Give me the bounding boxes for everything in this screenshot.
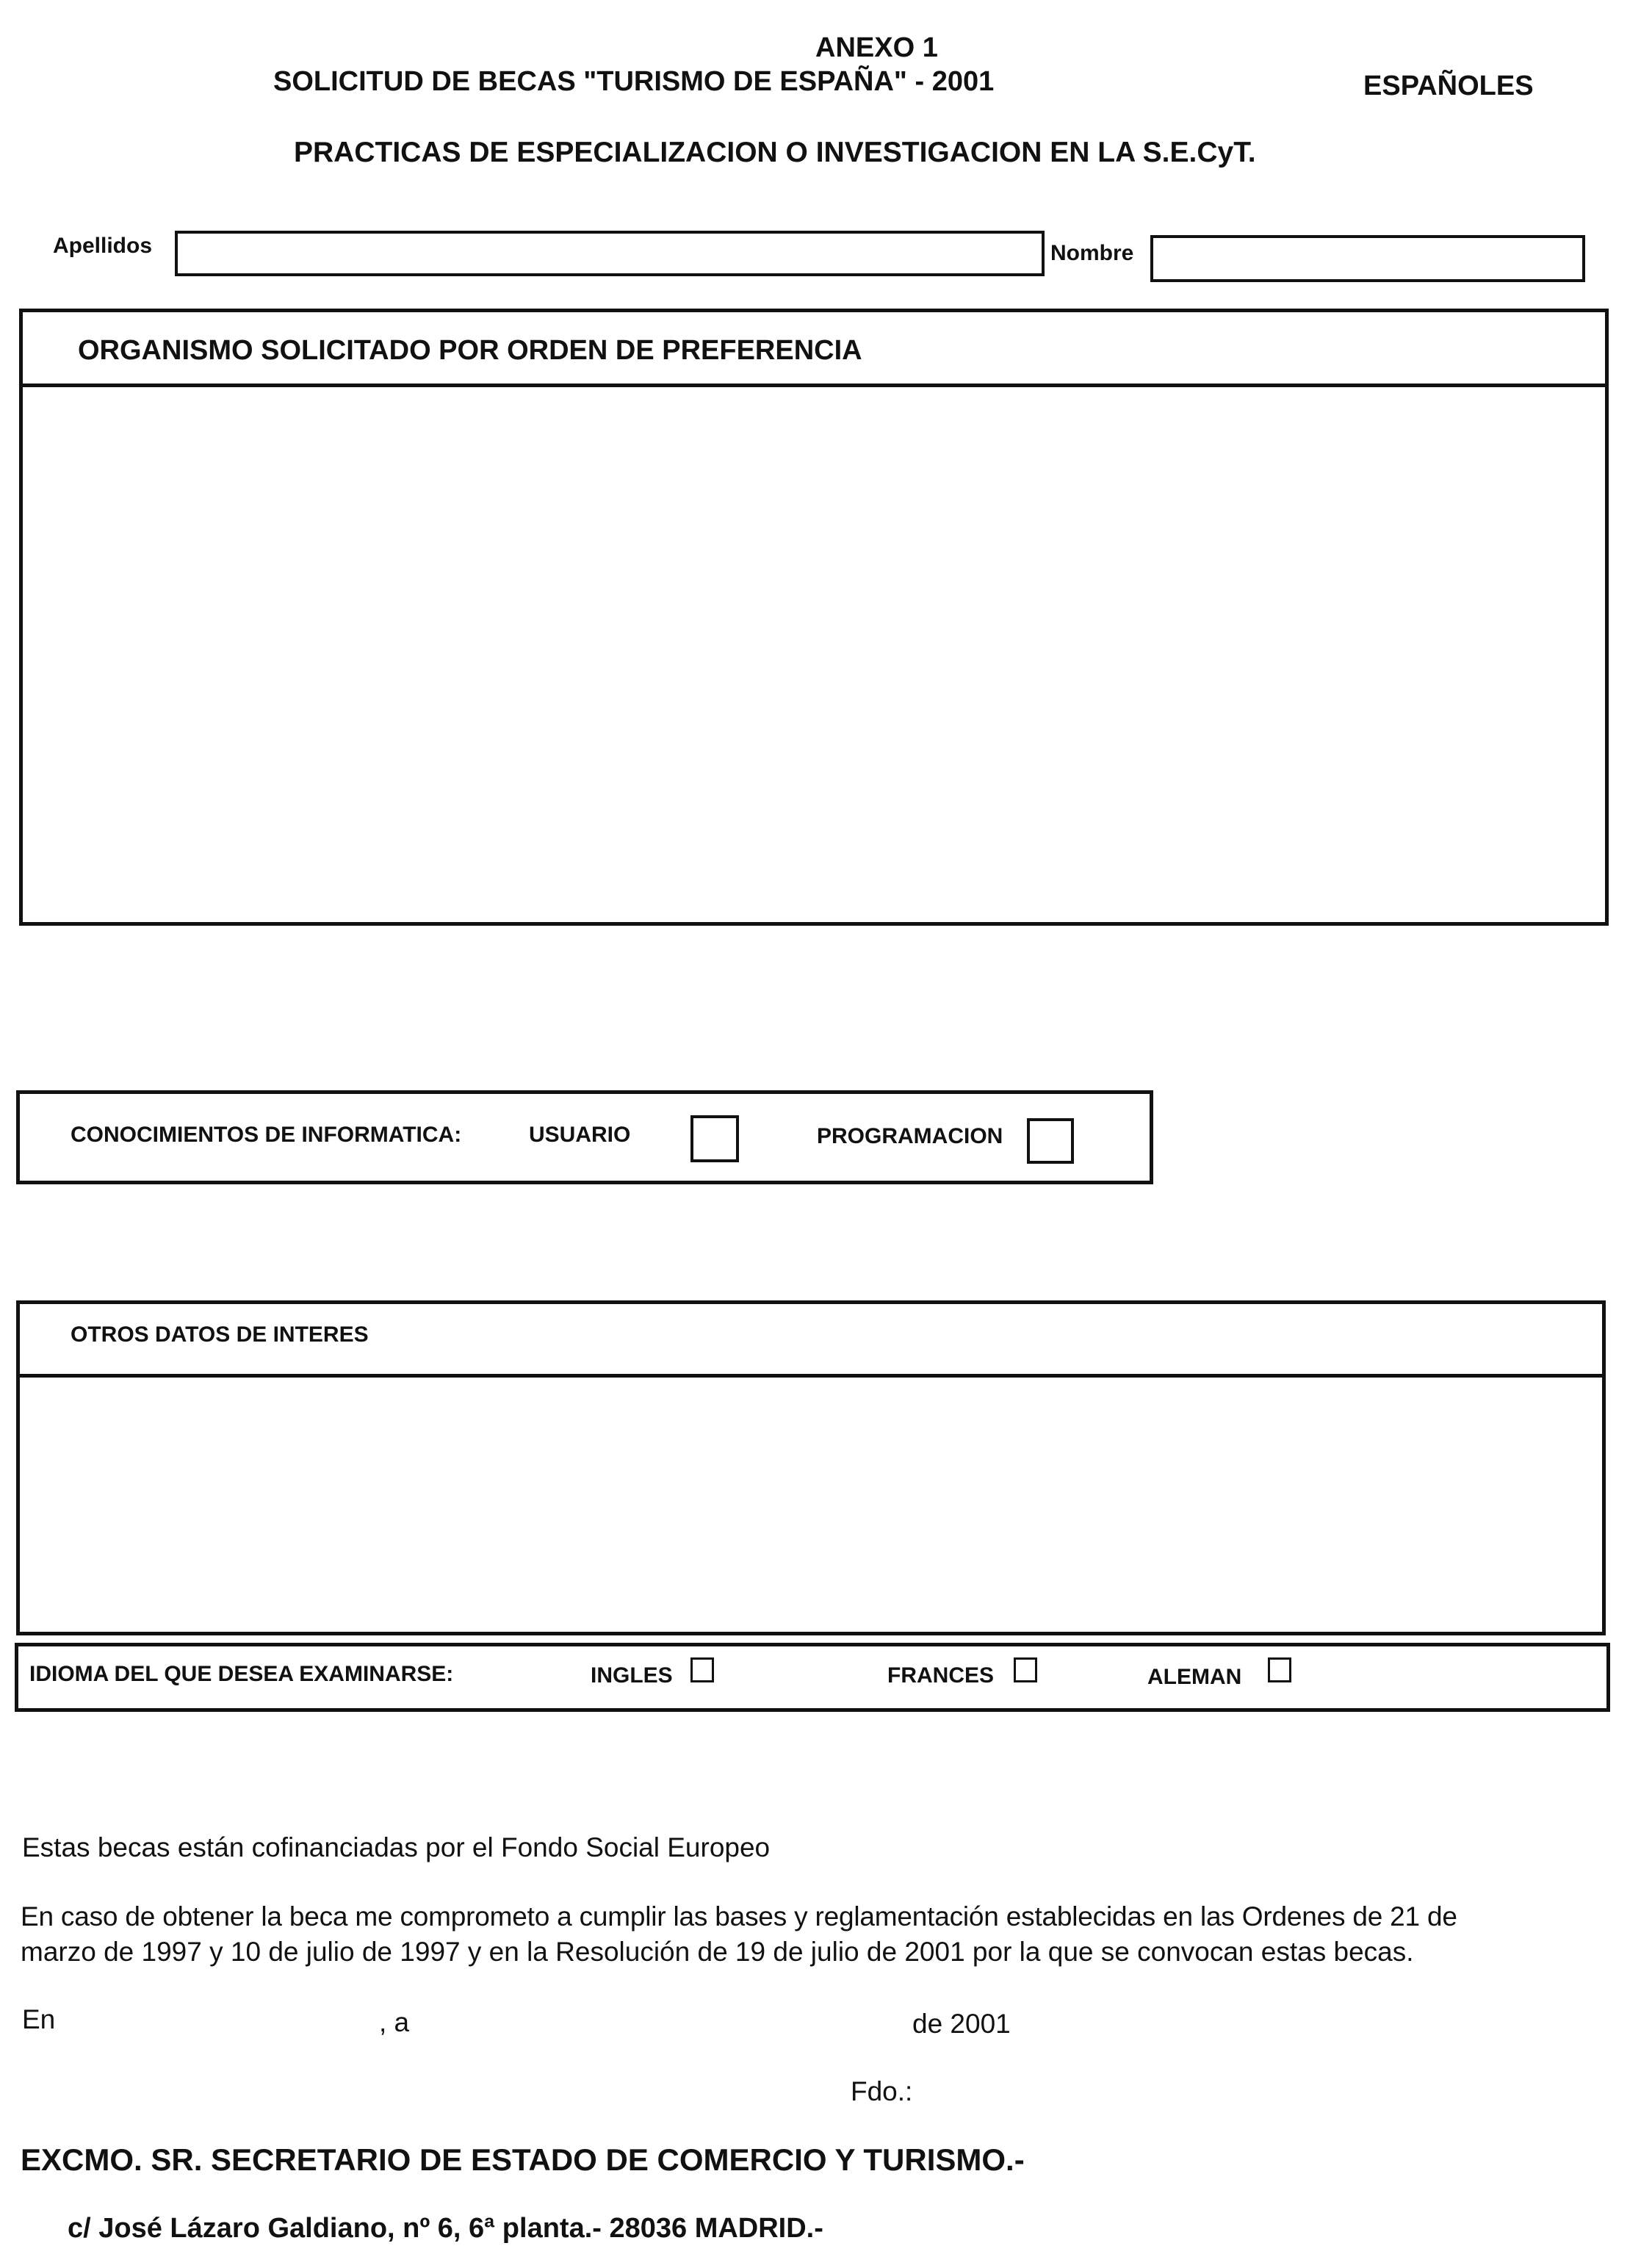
surname-input[interactable] xyxy=(175,231,1045,276)
date-separator: , a xyxy=(379,2007,410,2037)
date-input[interactable] xyxy=(441,2001,896,2035)
language-english-label: INGLES xyxy=(591,1663,673,1688)
language-label: IDIOMA DEL QUE DESEA EXAMINARSE: xyxy=(29,1662,454,1686)
language-french-checkbox[interactable] xyxy=(1014,1657,1037,1682)
language-german-checkbox[interactable] xyxy=(1268,1657,1291,1682)
language-german-label: ALEMAN xyxy=(1147,1665,1242,1689)
other-divider xyxy=(16,1374,1606,1378)
surname-label: Apellidos xyxy=(53,234,153,258)
organism-divider xyxy=(19,384,1609,387)
annex-label: ANEXO 1 xyxy=(815,32,938,63)
place-input[interactable] xyxy=(73,2001,367,2035)
signature-label: Fdo.: xyxy=(851,2076,913,2106)
name-input[interactable] xyxy=(1150,235,1585,282)
language-english-checkbox[interactable] xyxy=(690,1657,714,1682)
commitment-line-2: marzo de 1997 y 10 de julio de 1997 y en la Resolución de 19 de julio de 2001 por la que se convocan estas becas. xyxy=(21,1937,1414,1967)
recipient: EXCMO. SR. SECRETARIO DE ESTADO DE COMERCIO Y TURISMO.- xyxy=(21,2142,1025,2177)
name-label: Nombre xyxy=(1050,241,1134,265)
computing-user-label: USUARIO xyxy=(529,1123,631,1147)
computing-user-checkbox[interactable] xyxy=(690,1115,739,1162)
year-label: de 2001 xyxy=(912,2009,1011,2039)
computing-programming-label: PROGRAMACION xyxy=(817,1124,1003,1148)
organism-input[interactable] xyxy=(26,391,1601,917)
address: c/ José Lázaro Galdiano, nº 6, 6ª planta.- 28036 MADRID.- xyxy=(68,2213,823,2244)
place-label: En xyxy=(22,2004,56,2034)
applicant-category: ESPAÑOLES xyxy=(1363,71,1534,101)
commitment-line-1: En caso de obtener la beca me comprometo a cumplir las bases y reglamentación establecidas en las Ordenes de 21 de xyxy=(21,1901,1457,1932)
language-french-label: FRANCES xyxy=(887,1663,995,1688)
form-title: SOLICITUD DE BECAS "TURISMO DE ESPAÑA" - 2001 xyxy=(273,66,995,97)
cofinance-notice: Estas becas están cofinanciadas por el Fondo Social Europeo xyxy=(22,1832,771,1862)
other-title: OTROS DATOS DE INTERES xyxy=(71,1322,369,1347)
computing-label: CONOCIMIENTOS DE INFORMATICA: xyxy=(71,1123,462,1147)
organism-title: ORGANISMO SOLICITADO POR ORDEN DE PREFERENCIA xyxy=(78,335,862,366)
other-input[interactable] xyxy=(24,1381,1598,1627)
computing-programming-checkbox[interactable] xyxy=(1027,1118,1074,1164)
form-subtitle: PRACTICAS DE ESPECIALIZACION O INVESTIGACION EN LA S.E.CyT. xyxy=(294,137,1256,168)
